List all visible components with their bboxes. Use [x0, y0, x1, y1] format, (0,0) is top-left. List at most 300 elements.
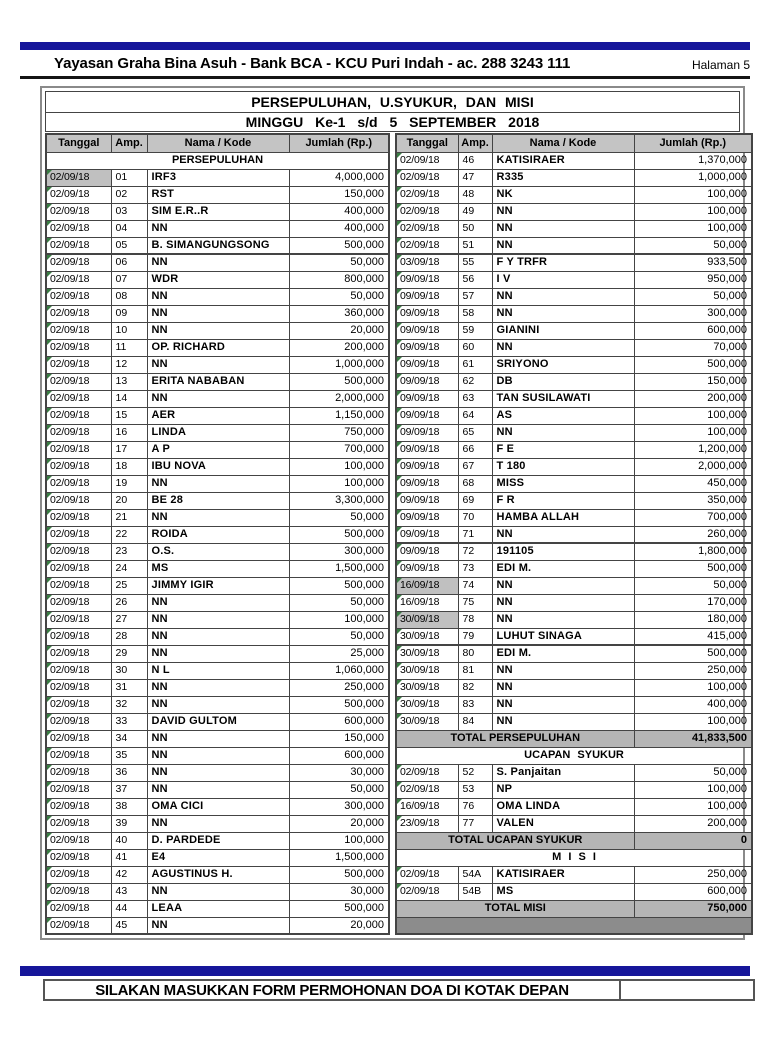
envelope-number-cell: 27: [111, 611, 147, 628]
amount-cell: 500,000: [289, 373, 389, 390]
name-code-cell: NN: [147, 883, 289, 900]
name-code-cell: KATISIRAER: [492, 152, 634, 169]
table-row: [396, 509, 752, 526]
table-row: [396, 305, 752, 322]
date-cell: 02/09/18: [46, 679, 111, 696]
name-code-cell: NN: [147, 254, 289, 271]
name-code-cell: D. PARDEDE: [147, 832, 289, 849]
date-cell: 30/09/18: [396, 679, 458, 696]
table-row: [46, 679, 389, 696]
name-code-cell: F R: [492, 492, 634, 509]
name-code-cell: OP. RICHARD: [147, 339, 289, 356]
envelope-number-cell: 54A: [458, 866, 492, 883]
top-accent-bar: [20, 42, 750, 50]
table-row: [396, 254, 752, 271]
date-cell: 09/09/18: [396, 271, 458, 288]
table-row: [46, 288, 389, 305]
amount-cell: 600,000: [289, 713, 389, 730]
amount-cell: 250,000: [289, 679, 389, 696]
date-cell: 16/09/18: [396, 594, 458, 611]
name-code-cell: ROIDA: [147, 526, 289, 543]
amount-cell: 100,000: [289, 475, 389, 492]
table-row: [46, 526, 389, 543]
table-row: [46, 356, 389, 373]
report-title: PERSEPULUHAN, U.SYUKUR, DAN MISI: [45, 91, 740, 112]
date-cell: 02/09/18: [46, 662, 111, 679]
amount-cell: 4,000,000: [289, 169, 389, 186]
envelope-number-cell: 30: [111, 662, 147, 679]
date-cell: 02/09/18: [46, 798, 111, 815]
table-row: [46, 322, 389, 339]
envelope-number-cell: 35: [111, 747, 147, 764]
table-row: [46, 645, 389, 662]
amount-cell: 100,000: [634, 781, 752, 798]
date-cell: 03/09/18: [396, 254, 458, 271]
date-cell: 09/09/18: [396, 305, 458, 322]
amount-cell: 100,000: [634, 798, 752, 815]
envelope-number-cell: 42: [111, 866, 147, 883]
date-cell: 02/09/18: [46, 713, 111, 730]
table-row: [396, 424, 752, 441]
table-row: [46, 883, 389, 900]
column-header-tanggal: Tanggal: [46, 134, 111, 152]
section-header: M I S I: [396, 849, 752, 866]
amount-cell: 100,000: [634, 203, 752, 220]
name-code-cell: O.S.: [147, 543, 289, 560]
date-cell: 30/09/18: [396, 696, 458, 713]
name-code-cell: AGUSTINUS H.: [147, 866, 289, 883]
table-row: [46, 560, 389, 577]
amount-cell: 500,000: [634, 645, 752, 662]
table-row: [46, 781, 389, 798]
name-code-cell: F E: [492, 441, 634, 458]
amount-cell: 50,000: [634, 237, 752, 254]
date-cell: 02/09/18: [46, 526, 111, 543]
table-row: [396, 713, 752, 730]
envelope-number-cell: 44: [111, 900, 147, 917]
envelope-number-cell: 47: [458, 169, 492, 186]
envelope-number-cell: 41: [111, 849, 147, 866]
envelope-number-cell: 23: [111, 543, 147, 560]
amount-cell: 1,370,000: [634, 152, 752, 169]
date-cell: 09/09/18: [396, 458, 458, 475]
report-subtitle: MINGGU Ke-1 s/d 5 SEPTEMBER 2018: [45, 112, 740, 132]
envelope-number-cell: 21: [111, 509, 147, 526]
column-header-tanggal: Tanggal: [396, 134, 458, 152]
name-code-cell: S. Panjaitan: [492, 764, 634, 781]
envelope-number-cell: 43: [111, 883, 147, 900]
amount-cell: 250,000: [634, 866, 752, 883]
name-code-cell: KATISIRAER: [492, 866, 634, 883]
amount-cell: 50,000: [289, 254, 389, 271]
date-cell: 02/09/18: [46, 322, 111, 339]
envelope-number-cell: 48: [458, 186, 492, 203]
table-row: [46, 917, 389, 934]
amount-cell: 450,000: [634, 475, 752, 492]
envelope-number-cell: 45: [111, 917, 147, 934]
date-cell: 30/09/18: [396, 645, 458, 662]
name-code-cell: NN: [492, 288, 634, 305]
table-row: [46, 203, 389, 220]
envelope-number-cell: 64: [458, 407, 492, 424]
amount-cell: 1,000,000: [289, 356, 389, 373]
name-code-cell: NN: [492, 339, 634, 356]
envelope-number-cell: 02: [111, 186, 147, 203]
name-code-cell: NN: [147, 475, 289, 492]
envelope-number-cell: 67: [458, 458, 492, 475]
table-row: [396, 883, 752, 900]
table-row: [396, 900, 752, 917]
amount-cell: 415,000: [634, 628, 752, 645]
name-code-cell: NN: [492, 526, 634, 543]
name-code-cell: BE 28: [147, 492, 289, 509]
envelope-number-cell: 04: [111, 220, 147, 237]
table-row: [396, 458, 752, 475]
table-row: [46, 390, 389, 407]
table-row: [396, 577, 752, 594]
table-row: [396, 271, 752, 288]
amount-cell: 20,000: [289, 815, 389, 832]
amount-cell: 500,000: [289, 237, 389, 254]
amount-cell: 20,000: [289, 322, 389, 339]
amount-cell: 50,000: [289, 288, 389, 305]
envelope-number-cell: 01: [111, 169, 147, 186]
total-label: TOTAL PERSEPULUHAN: [396, 730, 634, 747]
envelope-number-cell: 40: [111, 832, 147, 849]
name-code-cell: NN: [147, 679, 289, 696]
envelope-number-cell: 07: [111, 271, 147, 288]
right-table-head: [396, 134, 752, 152]
envelope-number-cell: 31: [111, 679, 147, 696]
envelope-number-cell: 53: [458, 781, 492, 798]
amount-cell: 150,000: [289, 186, 389, 203]
table-row: [396, 832, 752, 849]
amount-cell: 200,000: [634, 815, 752, 832]
date-cell: 09/09/18: [396, 288, 458, 305]
envelope-number-cell: 76: [458, 798, 492, 815]
amount-cell: 200,000: [289, 339, 389, 356]
table-row: [396, 339, 752, 356]
table-row: [46, 764, 389, 781]
name-code-cell: NN: [492, 305, 634, 322]
amount-cell: 100,000: [634, 713, 752, 730]
envelope-number-cell: 37: [111, 781, 147, 798]
date-cell: 02/09/18: [46, 509, 111, 526]
amount-cell: 3,300,000: [289, 492, 389, 509]
amount-cell: 1,200,000: [634, 441, 752, 458]
date-cell: 02/09/18: [46, 390, 111, 407]
date-cell: 02/09/18: [396, 237, 458, 254]
page-header: [54, 55, 754, 72]
name-code-cell: A P: [147, 441, 289, 458]
table-row: [46, 186, 389, 203]
name-code-cell: OMA LINDA: [492, 798, 634, 815]
date-cell: 02/09/18: [46, 356, 111, 373]
date-cell: 09/09/18: [396, 560, 458, 577]
amount-cell: 1,150,000: [289, 407, 389, 424]
amount-cell: 50,000: [289, 628, 389, 645]
envelope-number-cell: 18: [111, 458, 147, 475]
table-row: [46, 611, 389, 628]
header-divider: [20, 76, 750, 79]
name-code-cell: NN: [147, 781, 289, 798]
name-code-cell: HAMBA ALLAH: [492, 509, 634, 526]
amount-cell: 500,000: [289, 696, 389, 713]
name-code-cell: NN: [147, 917, 289, 934]
date-cell: 02/09/18: [46, 883, 111, 900]
date-cell: 02/09/18: [46, 764, 111, 781]
table-row: [396, 645, 752, 662]
table-row: [46, 373, 389, 390]
table-row: [396, 526, 752, 543]
total-amount: 41,833,500: [634, 730, 752, 747]
name-code-cell: NN: [492, 696, 634, 713]
amount-cell: 50,000: [634, 577, 752, 594]
envelope-number-cell: 73: [458, 560, 492, 577]
envelope-number-cell: 13: [111, 373, 147, 390]
envelope-number-cell: 82: [458, 679, 492, 696]
table-row: [396, 475, 752, 492]
envelope-number-cell: 26: [111, 594, 147, 611]
table-row: [396, 849, 752, 866]
table-row: [46, 866, 389, 883]
envelope-number-cell: 06: [111, 254, 147, 271]
amount-cell: 100,000: [634, 679, 752, 696]
envelope-number-cell: 70: [458, 509, 492, 526]
total-amount: 0: [634, 832, 752, 849]
name-code-cell: NN: [147, 645, 289, 662]
envelope-number-cell: 81: [458, 662, 492, 679]
amount-cell: 100,000: [634, 220, 752, 237]
table-row: [46, 543, 389, 560]
date-cell: 02/09/18: [46, 730, 111, 747]
name-code-cell: N L: [147, 662, 289, 679]
table-row: [396, 628, 752, 645]
name-code-cell: NN: [147, 220, 289, 237]
envelope-number-cell: 57: [458, 288, 492, 305]
table-row: [46, 662, 389, 679]
table-row: [396, 390, 752, 407]
date-cell: 02/09/18: [46, 543, 111, 560]
name-code-cell: GIANINI: [492, 322, 634, 339]
right-table-body: [396, 152, 752, 934]
table-row: [396, 696, 752, 713]
amount-cell: 50,000: [289, 594, 389, 611]
table-row: [46, 305, 389, 322]
envelope-number-cell: 61: [458, 356, 492, 373]
amount-cell: 700,000: [634, 509, 752, 526]
date-cell: 02/09/18: [46, 186, 111, 203]
amount-cell: 100,000: [289, 832, 389, 849]
name-code-cell: MS: [147, 560, 289, 577]
name-code-cell: EDI M.: [492, 645, 634, 662]
table-row: [46, 271, 389, 288]
table-row: [396, 492, 752, 509]
amount-cell: 30,000: [289, 883, 389, 900]
tables-container: [45, 133, 747, 935]
envelope-number-cell: 72: [458, 543, 492, 560]
name-code-cell: JIMMY IGIR: [147, 577, 289, 594]
name-code-cell: MS: [492, 883, 634, 900]
table-row: [46, 849, 389, 866]
amount-cell: 500,000: [289, 526, 389, 543]
table-row: [396, 798, 752, 815]
envelope-number-cell: 19: [111, 475, 147, 492]
date-cell: 09/09/18: [396, 492, 458, 509]
name-code-cell: R335: [492, 169, 634, 186]
name-code-cell: EDI M.: [492, 560, 634, 577]
table-row: [396, 815, 752, 832]
envelope-number-cell: 05: [111, 237, 147, 254]
name-code-cell: NN: [147, 288, 289, 305]
amount-cell: 500,000: [634, 560, 752, 577]
table-row: [46, 254, 389, 271]
column-header-amp: Amp.: [111, 134, 147, 152]
column-header-nama-kode: Nama / Kode: [492, 134, 634, 152]
amount-cell: 250,000: [634, 662, 752, 679]
name-code-cell: NN: [147, 611, 289, 628]
name-code-cell: NN: [492, 577, 634, 594]
amount-cell: 1,060,000: [289, 662, 389, 679]
envelope-number-cell: 33: [111, 713, 147, 730]
name-code-cell: NN: [492, 594, 634, 611]
date-cell: 09/09/18: [396, 407, 458, 424]
date-cell: 16/09/18: [396, 577, 458, 594]
amount-cell: 933,500: [634, 254, 752, 271]
envelope-number-cell: 65: [458, 424, 492, 441]
envelope-number-cell: 11: [111, 339, 147, 356]
date-cell: 02/09/18: [46, 560, 111, 577]
date-cell: 02/09/18: [46, 339, 111, 356]
footer-empty-cell: [621, 981, 753, 999]
name-code-cell: NP: [492, 781, 634, 798]
date-cell: 09/09/18: [396, 475, 458, 492]
name-code-cell: TAN SUSILAWATI: [492, 390, 634, 407]
amount-cell: 30,000: [289, 764, 389, 781]
table-row: [46, 237, 389, 254]
envelope-number-cell: 09: [111, 305, 147, 322]
envelope-number-cell: 17: [111, 441, 147, 458]
table-row: [46, 696, 389, 713]
table-row: [396, 186, 752, 203]
amount-cell: 360,000: [289, 305, 389, 322]
date-cell: 02/09/18: [46, 288, 111, 305]
amount-cell: 750,000: [289, 424, 389, 441]
date-cell: 02/09/18: [46, 832, 111, 849]
amount-cell: 1,000,000: [634, 169, 752, 186]
name-code-cell: NN: [147, 390, 289, 407]
date-cell: 02/09/18: [396, 203, 458, 220]
table-row: [46, 424, 389, 441]
date-cell: 02/09/18: [46, 203, 111, 220]
date-cell: 02/09/18: [396, 186, 458, 203]
name-code-cell: 191105: [492, 543, 634, 560]
envelope-number-cell: 10: [111, 322, 147, 339]
table-row: [46, 832, 389, 849]
table-row: [396, 594, 752, 611]
table-row: [396, 220, 752, 237]
date-cell: 02/09/18: [396, 764, 458, 781]
date-cell: 02/09/18: [46, 458, 111, 475]
date-cell: 09/09/18: [396, 509, 458, 526]
amount-cell: 700,000: [289, 441, 389, 458]
table-row: [46, 747, 389, 764]
date-cell: 02/09/18: [46, 781, 111, 798]
table-row: [396, 866, 752, 883]
name-code-cell: SRIYONO: [492, 356, 634, 373]
envelope-number-cell: 12: [111, 356, 147, 373]
envelope-number-cell: 60: [458, 339, 492, 356]
column-header-row: [46, 134, 389, 152]
envelope-number-cell: 49: [458, 203, 492, 220]
name-code-cell: NN: [492, 220, 634, 237]
amount-cell: 2,000,000: [634, 458, 752, 475]
total-label: TOTAL MISI: [396, 900, 634, 917]
table-row: [46, 169, 389, 186]
table-end-bar: [396, 917, 752, 934]
amount-cell: 100,000: [634, 186, 752, 203]
amount-cell: 100,000: [634, 424, 752, 441]
date-cell: 02/09/18: [46, 645, 111, 662]
envelope-number-cell: 46: [458, 152, 492, 169]
envelope-number-cell: 78: [458, 611, 492, 628]
date-cell: 02/09/18: [46, 169, 111, 186]
left-table-head: [46, 134, 389, 152]
column-header-row: [396, 134, 752, 152]
name-code-cell: NN: [147, 594, 289, 611]
name-code-cell: NK: [492, 186, 634, 203]
name-code-cell: NN: [492, 713, 634, 730]
date-cell: 02/09/18: [46, 611, 111, 628]
table-row: [46, 152, 389, 169]
date-cell: 30/09/18: [396, 628, 458, 645]
envelope-number-cell: 03: [111, 203, 147, 220]
table-row: [46, 798, 389, 815]
envelope-number-cell: 32: [111, 696, 147, 713]
date-cell: 23/09/18: [396, 815, 458, 832]
amount-cell: 200,000: [634, 390, 752, 407]
date-cell: 02/09/18: [46, 747, 111, 764]
date-cell: 02/09/18: [46, 900, 111, 917]
date-cell: 02/09/18: [46, 849, 111, 866]
date-cell: 09/09/18: [396, 441, 458, 458]
envelope-number-cell: 68: [458, 475, 492, 492]
name-code-cell: OMA CICI: [147, 798, 289, 815]
name-code-cell: LUHUT SINAGA: [492, 628, 634, 645]
date-cell: 09/09/18: [396, 424, 458, 441]
envelope-number-cell: 84: [458, 713, 492, 730]
date-cell: 02/09/18: [396, 883, 458, 900]
left-table: [45, 133, 390, 935]
name-code-cell: SIM E.R..R: [147, 203, 289, 220]
section-header: UCAPAN SYUKUR: [396, 747, 752, 764]
table-row: [396, 560, 752, 577]
date-cell: 02/09/18: [396, 220, 458, 237]
amount-cell: 300,000: [634, 305, 752, 322]
amount-cell: 100,000: [289, 458, 389, 475]
envelope-number-cell: 63: [458, 390, 492, 407]
amount-cell: 150,000: [289, 730, 389, 747]
date-cell: 02/09/18: [396, 152, 458, 169]
name-code-cell: B. SIMANGUNGSONG: [147, 237, 289, 254]
date-cell: 02/09/18: [46, 594, 111, 611]
date-cell: 02/09/18: [396, 866, 458, 883]
envelope-number-cell: 56: [458, 271, 492, 288]
envelope-number-cell: 39: [111, 815, 147, 832]
date-cell: 02/09/18: [46, 271, 111, 288]
left-table-body: [46, 152, 389, 934]
table-row: [396, 441, 752, 458]
